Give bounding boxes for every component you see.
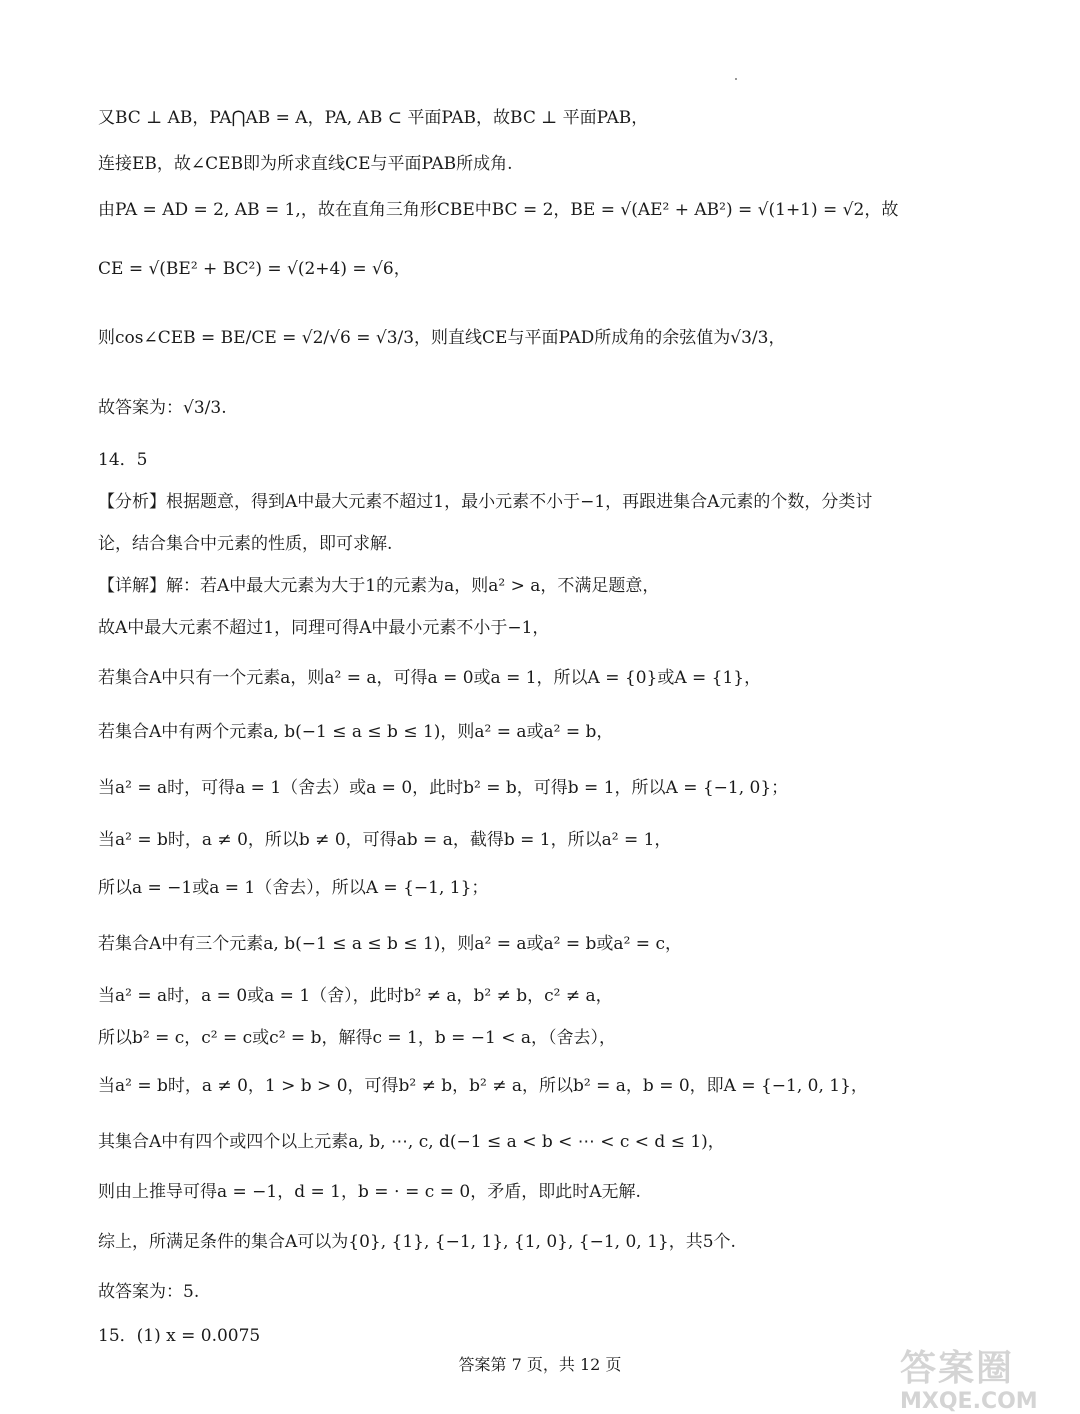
- solution-line-3: 由PA = AD = 2, AB = 1,，故在直角三角形CBE中BC = 2，BE = √(AE² + AB²) = √(1+1) = √2，故: [98, 200, 899, 220]
- question-number-15: 15．(1) x = 0.0075: [98, 1326, 261, 1346]
- detail-line-12: 其集合A中有四个或四个以上元素a, b, ⋯, c, d(−1 ≤ a < b < ⋯ < c < d ≤ 1)，: [98, 1132, 725, 1152]
- detail-line-2: 故A中最大元素不超过1，同理可得A中最小元素不小于−1，: [98, 618, 550, 638]
- detail-line-13: 则由上推导可得a = −1，d = 1，b = ⋅ = c = 0，矛盾，即此时A无解.: [98, 1182, 641, 1202]
- solution-line-5: 则cos∠CEB = BE/CE = √2/√6 = √3/3，则直线CE与平面PAD所成角的余弦值为√3/3，: [98, 328, 786, 348]
- detail-line-4: 若集合A中有两个元素a, b(−1 ≤ a ≤ b ≤ 1)，则a² = a或a² = b，: [98, 722, 614, 742]
- solution-line-1: 又BC ⊥ AB，PA⋂AB = A，PA, AB ⊂ 平面PAB，故BC ⊥ 平面PAB，: [98, 108, 649, 128]
- detail-line-6: 当a² = b时，a ≠ 0，所以b ≠ 0，可得ab = a，截得b = 1，所以a² = 1，: [98, 830, 672, 850]
- detail-line-8: 若集合A中有三个元素a, b(−1 ≤ a ≤ b ≤ 1)，则a² = a或a² = b或a² = c，: [98, 934, 682, 954]
- watermark-top-text: 答案圈: [900, 1348, 1015, 1389]
- detail-line-3: 若集合A中只有一个元素a，则a² = a，可得a = 0或a = 1，所以A = {0}或A = {1}，: [98, 668, 762, 688]
- answer-line-14: 故答案为：5.: [98, 1282, 200, 1302]
- watermark-bottom-text: MXQE.COM: [900, 1389, 1038, 1414]
- detail-line-5: 当a² = a时，可得a = 1（舍去）或a = 0，此时b² = b，可得b = 1，所以A = {−1, 0}；: [98, 778, 789, 798]
- detail-line-9: 当a² = a时，a = 0或a = 1（舍），此时b² ≠ a，b² ≠ b，c² ≠ a，: [98, 986, 613, 1006]
- answer-line-13: 故答案为：√3/3.: [98, 398, 227, 418]
- detail-line-1: 【详解】解：若A中最大元素为大于1的元素为a，则a² > a，不满足题意，: [98, 576, 660, 596]
- analysis-line-1: 【分析】根据题意，得到A中最大元素不超过1，最小元素不小于−1，再跟进集合A元素的个数，分类讨: [98, 492, 873, 512]
- analysis-line-2: 论，结合集合中元素的性质，即可求解.: [98, 534, 393, 554]
- detail-line-11: 当a² = b时，a ≠ 0，1 > b > 0，可得b² ≠ b，b² ≠ a，所以b² = a，b = 0，即A = {−1, 0, 1}，: [98, 1076, 868, 1096]
- question-number-14: 14．5: [98, 450, 148, 470]
- solution-line-2: 连接EB，故∠CEB即为所求直线CE与平面PAB所成角.: [98, 154, 513, 174]
- stray-dot: [735, 78, 737, 80]
- detail-line-14: 综上，所满足条件的集合A可以为{0}, {1}, {−1, 1}, {1, 0}, {−1, 0, 1}，共5个.: [98, 1232, 736, 1252]
- watermark-logo: [900, 1340, 1038, 1414]
- page-footer: 答案第 7 页，共 12 页: [458, 1355, 622, 1374]
- solution-line-4: CE = √(BE² + BC²) = √(2+4) = √6，: [98, 259, 411, 279]
- detail-line-7: 所以a = −1或a = 1（舍去），所以A = {−1, 1}；: [98, 878, 489, 898]
- detail-line-10: 所以b² = c，c² = c或c² = b，解得c = 1，b = −1 < a，（舍去），: [98, 1028, 617, 1048]
